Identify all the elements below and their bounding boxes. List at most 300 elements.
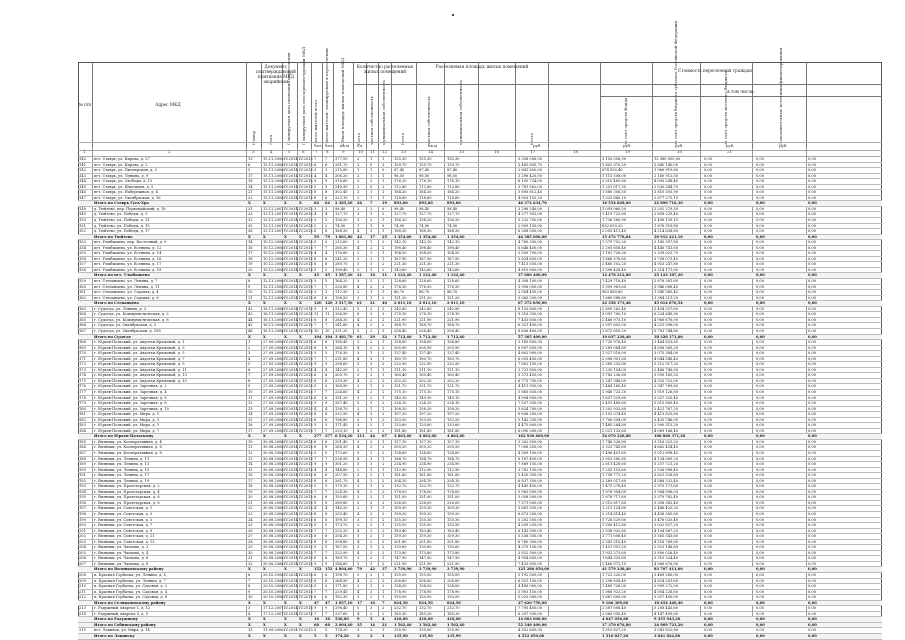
cell-loc: 0,00 bbox=[704, 378, 713, 383]
cell-p1: IV.2014 bbox=[284, 162, 298, 167]
cell-ext: 0,00 bbox=[808, 367, 817, 372]
cell-s: 418,00 bbox=[394, 617, 408, 622]
cell-loc: 0,00 bbox=[704, 484, 713, 489]
cell-s: 2 011,10 bbox=[447, 301, 465, 306]
cell-a: 4 bbox=[314, 506, 317, 511]
cell-area: 2 004,40 bbox=[335, 622, 353, 627]
cell-p1: IV.2014 bbox=[284, 500, 298, 505]
cell-loc: 0,00 bbox=[704, 611, 713, 616]
cell-loc: 0,00 bbox=[704, 251, 713, 256]
cell-loc: 0,00 bbox=[704, 340, 713, 345]
cell-reg: 4 525 752,00 bbox=[654, 378, 679, 383]
cell-p2: IV.2015 bbox=[299, 190, 313, 195]
cell-mu: 2 bbox=[382, 450, 385, 455]
cell-t: 42 bbox=[357, 234, 363, 239]
cell-area: 284,60 bbox=[335, 561, 348, 566]
cell-ext: 0,00 bbox=[756, 561, 765, 566]
cell-mu: 1 bbox=[382, 179, 385, 184]
cell-t: 4 bbox=[357, 345, 360, 350]
cell-pv: 2 bbox=[370, 628, 373, 633]
cell-b: 9 bbox=[325, 561, 328, 566]
cell-num: X bbox=[248, 600, 251, 605]
cell-a: 11 bbox=[314, 312, 319, 317]
cell-fund: 16 554 828,00 bbox=[602, 201, 631, 206]
cell-cost: 125 286 650,00 bbox=[518, 567, 550, 572]
cell-p1: IV.2014 bbox=[284, 450, 298, 455]
cell-cost: 4 539 250,00 bbox=[518, 523, 543, 528]
cell-p1: IV.2014 bbox=[284, 157, 298, 161]
cell-p1: IV.2014 bbox=[284, 573, 298, 578]
col-area-municipal-header: муниципальная собственность bbox=[458, 79, 463, 145]
cell-b: 7 bbox=[325, 245, 328, 250]
cell-loc: 0,00 bbox=[704, 600, 713, 605]
cell-ext: 0,00 bbox=[756, 362, 765, 367]
cell-p1: IV.2014 bbox=[284, 267, 298, 272]
cell-p2: IV.2015 bbox=[299, 595, 313, 600]
cell-pv: 5 bbox=[370, 617, 373, 622]
cell-s: 199,20 bbox=[447, 512, 460, 516]
cell-p1: IV.2014 bbox=[284, 545, 298, 550]
cell-addr: г. Вязники, ул. Чапаева, д. 6 bbox=[94, 556, 149, 561]
cell-date: 13.11.2007 bbox=[263, 212, 284, 217]
cell-fund: 2 097 852,00 bbox=[602, 323, 627, 328]
cell-area: 212,60 bbox=[335, 240, 348, 245]
cell-addr: г. Вязники, ул. Советская, д. 11 bbox=[94, 534, 155, 539]
cell-cost: 6 053 450,00 bbox=[518, 356, 543, 361]
col-no-header: № п/п bbox=[78, 102, 92, 107]
cell-ext: 0,00 bbox=[756, 495, 765, 500]
cell-fund: 1 235 104,00 bbox=[602, 367, 627, 372]
cell-n: 147 bbox=[79, 195, 86, 200]
cell-t: 4 bbox=[357, 229, 360, 234]
cell-ext: 0,00 bbox=[808, 456, 817, 461]
cell-pv: 2 bbox=[370, 634, 373, 639]
cell-area: 226,80 bbox=[335, 284, 348, 289]
cell-mu: 2 bbox=[382, 462, 385, 467]
cell-area: 536,00 bbox=[335, 617, 349, 622]
cell-reg: 5 783 744,80 bbox=[654, 328, 679, 333]
cell-a: 6 bbox=[314, 395, 317, 400]
cell-num: X bbox=[248, 617, 251, 622]
cell-s: 4 863,60 bbox=[419, 434, 437, 439]
cell-p2: X bbox=[299, 622, 302, 627]
col-document-header: Документ, подтверждающий признание МКД аварийным bbox=[256, 64, 296, 84]
cell-s: 1 712,40 bbox=[419, 334, 437, 339]
cell-date: X bbox=[263, 567, 266, 572]
cell-pv: 2 bbox=[370, 179, 373, 184]
cell-ext: 0,00 bbox=[756, 295, 765, 300]
cell-p1: X bbox=[284, 567, 287, 572]
cell-n: 214 bbox=[79, 611, 86, 616]
cell-loc: 0,00 bbox=[704, 489, 713, 494]
cell-date: 27.09.2006 bbox=[263, 423, 284, 428]
cell-num: 27 bbox=[248, 534, 253, 539]
cell-reg: 3 041 822,80 bbox=[654, 628, 679, 633]
cell-fund: 1 667 600,00 bbox=[602, 595, 627, 600]
cell-a: 7 bbox=[314, 550, 317, 555]
cell-b: 8 bbox=[325, 412, 328, 417]
cell-b: 7 bbox=[325, 528, 328, 533]
cell-fund: 2 205 658,40 bbox=[602, 245, 627, 250]
cell-addr: д. Тюйтево, ул. Победы, д. 17 bbox=[94, 229, 150, 234]
cell-p1: IV.2014 bbox=[284, 284, 298, 289]
cell-ext: 0,00 bbox=[756, 190, 765, 195]
cell-ext: 0,00 bbox=[808, 534, 817, 539]
cell-b: 3 bbox=[325, 290, 328, 295]
cell-cost: 3 500 750,00 bbox=[518, 251, 543, 256]
cell-s: 206,60 bbox=[447, 578, 460, 583]
cell-ext: 0,00 bbox=[756, 184, 765, 189]
cell-reg: 45 014 676,54 bbox=[654, 301, 683, 306]
cell-t: 3 bbox=[357, 256, 360, 261]
cell-date: 15.11.2006 bbox=[263, 168, 284, 173]
cell-loc: 0,00 bbox=[704, 578, 713, 583]
cell-num: 5 bbox=[248, 168, 251, 173]
cell-ext: 0,00 bbox=[756, 356, 765, 361]
cell-a: 64 bbox=[314, 201, 320, 206]
col-extra-header: Дополнительные источники финансирования bbox=[778, 47, 783, 145]
cell-s: 232,90 bbox=[447, 362, 460, 367]
cell-area: 298,60 bbox=[335, 362, 348, 367]
cell-loc: 0,00 bbox=[704, 218, 713, 223]
cell-addr: пгт. Улыбышево, ул. Есенина, д. 12 bbox=[94, 245, 162, 250]
cell-ext: 0,00 bbox=[756, 467, 765, 472]
cell-area: 265,30 bbox=[335, 245, 348, 250]
cell-area: 235,20 bbox=[335, 528, 348, 533]
cell-addr: г. Вязники, ул. Кооперативная, д. 6 bbox=[94, 445, 162, 450]
cell-s: 131,70 bbox=[447, 384, 460, 389]
cell-mu: 4 bbox=[382, 617, 385, 622]
cell-area: 142,50 bbox=[335, 367, 348, 372]
cell-cost: 5 232 700,00 bbox=[518, 218, 543, 223]
cell-p2: IV.2015 bbox=[299, 556, 313, 561]
cell-pv: 1 bbox=[370, 295, 373, 300]
cell-n: 151 bbox=[79, 223, 86, 228]
cell-b: 47 bbox=[325, 600, 331, 605]
cell-mu: 1 bbox=[382, 523, 385, 528]
cell-s: 1 562,40 bbox=[447, 622, 465, 627]
cell-date: 20.10.2006 bbox=[263, 578, 284, 583]
cell-s: 164,20 bbox=[419, 190, 432, 195]
cell-pv: 1 bbox=[370, 484, 373, 489]
unit-rub-3: руб. bbox=[675, 143, 684, 148]
cell-fund: 2 269 017,60 bbox=[602, 478, 627, 483]
cell-fund: 1 485 284,80 bbox=[602, 423, 627, 428]
cell-mu: 2 bbox=[382, 323, 385, 328]
cell-pv: 1 bbox=[370, 351, 373, 356]
cell-t: 2 bbox=[357, 367, 360, 372]
cell-cost: 14 003 000,00 bbox=[518, 617, 547, 622]
cell-pv: 14 bbox=[370, 622, 376, 627]
cell-loc: 0,00 bbox=[704, 206, 713, 211]
cell-mu: 2 bbox=[382, 428, 385, 433]
cell-s: 134,60 bbox=[394, 450, 407, 455]
cell-mu: 2 bbox=[382, 478, 385, 483]
cell-loc: 0,00 bbox=[704, 406, 713, 411]
cell-a: 8 bbox=[314, 378, 317, 383]
cell-num: 9 bbox=[248, 384, 251, 389]
cell-s: 153,50 bbox=[447, 417, 460, 422]
cell-s: 221,90 bbox=[419, 317, 432, 322]
cell-fund: 1 720 976,40 bbox=[602, 340, 627, 345]
cell-p2: IV.2015 bbox=[299, 423, 313, 428]
cell-p1: IV.2014 bbox=[284, 251, 298, 256]
cell-date: 16.11.2006 bbox=[263, 328, 284, 333]
cell-a: 9 bbox=[314, 561, 317, 566]
cell-t: 3 bbox=[357, 240, 360, 245]
cell-pv: 1 bbox=[370, 506, 373, 511]
col-residents-plan-header: Число жителей, планируемых к переселению bbox=[324, 47, 329, 145]
cell-a: 8 bbox=[314, 478, 317, 483]
cell-t: 61 bbox=[357, 334, 363, 339]
cell-b: 5 bbox=[325, 351, 328, 356]
cell-t: 3 bbox=[357, 595, 360, 600]
cell-pv: 2 bbox=[370, 345, 373, 350]
cell-s: 156,20 bbox=[447, 218, 460, 223]
cell-fund: 2 491 489,60 bbox=[602, 401, 627, 406]
cell-mu: 0 bbox=[382, 168, 385, 173]
cell-s: 131,70 bbox=[419, 384, 432, 389]
cell-p1: IV.2014 bbox=[284, 456, 298, 461]
cell-s: 86,70 bbox=[447, 290, 458, 295]
cell-ext: 0,00 bbox=[808, 356, 817, 361]
cell-a: 4 bbox=[314, 251, 317, 256]
cell-a: 9 bbox=[314, 606, 317, 611]
cell-reg: 3 476 020,40 bbox=[654, 517, 679, 522]
cell-b: 6 bbox=[325, 556, 328, 561]
cell-pv: 1 bbox=[370, 584, 373, 589]
cell-a: 6 bbox=[314, 295, 317, 300]
cell-a: 4 bbox=[314, 212, 317, 217]
cell-p1: IV.2014 bbox=[284, 489, 298, 494]
cell-area: 255,40 bbox=[335, 512, 348, 516]
cell-addr: г. Юрьев-Польский, ул. Авдотьи Крюковой, д. 9 bbox=[94, 362, 185, 367]
cell-date: 30.08.2006 bbox=[263, 495, 284, 500]
cell-s: 893,60 bbox=[447, 201, 461, 206]
cell-mu: 1 bbox=[382, 218, 385, 223]
cell-b: 5 bbox=[325, 240, 328, 245]
cell-n: 188 bbox=[79, 456, 86, 461]
cell-cost: 7 008 200,00 bbox=[518, 445, 543, 450]
cell-ext: 0,00 bbox=[756, 550, 765, 555]
cell-mu: 32 bbox=[382, 334, 388, 339]
cell-area: 6 534,20 bbox=[335, 434, 353, 439]
column-number-17: 17 bbox=[530, 149, 536, 154]
cell-num: 17 bbox=[248, 173, 253, 178]
cell-ext: 0,00 bbox=[756, 484, 765, 489]
cell-s: 1 122,40 bbox=[447, 273, 465, 278]
cell-cost: 5 262 850,00 bbox=[518, 439, 543, 444]
cell-loc: 0,00 bbox=[704, 190, 713, 195]
cell-b: 9 bbox=[325, 606, 328, 611]
cell-ext: 0,00 bbox=[756, 456, 765, 461]
cell-addr: г. Вязники, ул. Пролетарская, д. 4 bbox=[94, 489, 160, 494]
cell-a: 6 bbox=[314, 556, 317, 561]
cell-p1: IV.2014 bbox=[284, 356, 298, 361]
column-number-5: 5 bbox=[288, 149, 291, 154]
cell-b: 104 bbox=[325, 334, 333, 339]
cell-s: 111,10 bbox=[419, 367, 432, 372]
cell-fund: 1 723 220,00 bbox=[602, 573, 627, 578]
cell-p1: IV.2014 bbox=[284, 223, 298, 228]
cell-num: 17 bbox=[248, 251, 253, 256]
cell-s: 224,10 bbox=[394, 401, 407, 406]
cell-ext: 0,00 bbox=[756, 206, 765, 211]
cell-a: 7 bbox=[314, 589, 317, 594]
cell-num: 14 bbox=[248, 412, 253, 417]
cell-ext: 0,00 bbox=[756, 378, 765, 383]
cell-mu: 2 bbox=[382, 539, 385, 544]
cell-cost: 4 375 100,00 bbox=[518, 545, 543, 550]
cell-n: 178 bbox=[79, 395, 86, 400]
cell-s: 205,90 bbox=[394, 345, 407, 350]
cell-date: 30.08.2006 bbox=[263, 439, 284, 444]
cell-mu: 2 bbox=[382, 184, 385, 189]
cell-area: 231,80 bbox=[335, 356, 348, 361]
cell-cost: 6 143 900,00 bbox=[518, 528, 543, 533]
cell-n: 149 bbox=[79, 212, 86, 217]
cell-loc: 0,00 bbox=[704, 434, 713, 439]
cell-s: 209,20 bbox=[447, 445, 460, 450]
cell-date: 30.08.2006 bbox=[263, 528, 284, 533]
cell-s: 206,60 bbox=[394, 578, 407, 583]
cell-pv: 1 bbox=[370, 545, 373, 550]
cell-p2: IV.2015 bbox=[299, 345, 313, 350]
cell-t: 5 bbox=[357, 306, 360, 311]
cell-p1: IV.2014 bbox=[284, 218, 298, 223]
cell-loc: 0,00 bbox=[704, 584, 713, 589]
cell-cost: 5 373 400,00 bbox=[518, 373, 543, 378]
cell-reg: 3 337 320,40 bbox=[654, 395, 679, 400]
cell-pv: 2 bbox=[370, 611, 373, 616]
cell-n: 172 bbox=[79, 362, 86, 367]
cell-ext: 0,00 bbox=[756, 406, 765, 411]
cell-s: 176,10 bbox=[447, 179, 460, 184]
cell-n: 142 bbox=[79, 168, 86, 173]
cell-mu: 2 bbox=[382, 267, 385, 272]
cell-t: 5 bbox=[357, 606, 360, 611]
cell-addr: г. Юрьев-Польский, ул. Авдотьи Крюковой, д. 13 bbox=[94, 373, 187, 378]
page-marker bbox=[452, 14, 454, 16]
cell-reg: 4 624 261,60 bbox=[654, 578, 679, 583]
cell-p1: IV.2014 bbox=[284, 229, 298, 234]
cell-fund: 17 370 676,80 bbox=[602, 622, 631, 627]
cell-t: 2 bbox=[357, 506, 360, 511]
cell-loc: 0,00 bbox=[704, 539, 713, 544]
cell-s: 134,60 bbox=[419, 450, 432, 455]
cell-addr: г. Вязники, ул. Ленина, д. 15 bbox=[94, 467, 150, 472]
cell-b: 6 bbox=[325, 162, 328, 167]
cell-s: 128,60 bbox=[419, 279, 432, 284]
cell-s: 173,80 bbox=[447, 550, 460, 555]
col-rooms-private-header: частная собственность bbox=[369, 96, 374, 145]
cell-t: 3 bbox=[357, 295, 360, 300]
cell-s: 224,10 bbox=[419, 401, 432, 406]
cell-reg: 3 469 280,00 bbox=[654, 573, 679, 578]
cell-area: 302,40 bbox=[335, 190, 348, 195]
cell-area: 2 385,20 bbox=[335, 201, 353, 206]
cell-area: 173,70 bbox=[335, 523, 348, 528]
cell-ext: 0,00 bbox=[756, 267, 765, 272]
cell-t: 2 bbox=[357, 206, 360, 211]
cell-mu: 3 bbox=[382, 162, 385, 167]
cell-a: 9 bbox=[314, 401, 317, 406]
cell-pv: 1 bbox=[370, 450, 373, 455]
cell-reg: 108 860 371,20 bbox=[654, 434, 686, 439]
cell-reg: 3 890 026,40 bbox=[654, 550, 679, 555]
cell-area: 1 057,10 bbox=[335, 600, 353, 605]
cell-fund: 2 093 411,40 bbox=[602, 229, 627, 234]
cell-ext: 0,00 bbox=[756, 573, 765, 578]
cell-ext: 0,00 bbox=[808, 173, 817, 178]
cell-area: 222,90 bbox=[335, 550, 348, 555]
cell-loc: 0,00 bbox=[704, 561, 713, 566]
cell-mu: 2 bbox=[382, 240, 385, 245]
cell-mu: 1 bbox=[382, 439, 385, 444]
cell-s: 1 562,40 bbox=[394, 622, 412, 627]
cell-p2: IV.2015 bbox=[299, 240, 313, 245]
cell-a: 8 bbox=[314, 445, 317, 450]
cell-addr: г. Вязники, ул. Чапаева, д. 4 bbox=[94, 550, 149, 555]
cell-s: 112,80 bbox=[394, 184, 407, 189]
cell-date: X bbox=[263, 617, 266, 622]
cell-pv: 2 bbox=[370, 279, 373, 284]
cell-a: 7 bbox=[314, 323, 317, 328]
cell-pv: 2 bbox=[370, 373, 373, 378]
cell-reg: 1 966 919,60 bbox=[654, 168, 679, 173]
cell-date: X bbox=[263, 273, 266, 278]
cell-cost: 6 606 200,00 bbox=[518, 412, 543, 417]
cell-fund: 41 579 238,40 bbox=[602, 567, 631, 572]
cell-cost: 57 365 400,00 bbox=[518, 334, 547, 339]
column-number-11: 11 bbox=[370, 149, 376, 154]
cell-pv: 3 bbox=[370, 500, 373, 505]
cell-addr: пгт. Улыбышево, ул. Есенина, д. 14 bbox=[94, 251, 162, 256]
cell-mu: 1 bbox=[382, 279, 385, 284]
cell-reg: 5 212 917,20 bbox=[654, 362, 679, 367]
cell-date: 27.09.2006 bbox=[263, 356, 284, 361]
cell-s: 132,70 bbox=[394, 484, 407, 489]
cell-s: 176,10 bbox=[394, 179, 407, 184]
cell-ext: 0,00 bbox=[756, 523, 765, 528]
cell-p2: IV.2015 bbox=[299, 206, 313, 211]
cell-ext: 0,00 bbox=[756, 634, 765, 639]
cell-a: 47 bbox=[314, 600, 320, 605]
cell-a: 5 bbox=[314, 634, 317, 639]
cell-s: 1 562,40 bbox=[419, 622, 437, 627]
col-fund-header: за счет средств Фонда bbox=[623, 97, 628, 145]
cell-s: 221,90 bbox=[394, 561, 407, 566]
cell-ext: 0,00 bbox=[808, 517, 817, 522]
cell-cost: 4 411 950,00 bbox=[518, 384, 543, 389]
cell-num: 3 bbox=[248, 351, 251, 356]
cell-cost: 8 656 400,00 bbox=[518, 328, 543, 333]
cell-n: 203 bbox=[79, 539, 86, 544]
cell-area: 318,60 bbox=[335, 179, 348, 184]
cell-s: 188,30 bbox=[394, 229, 407, 234]
cell-n: 190 bbox=[79, 467, 86, 472]
cell-loc: 0,00 bbox=[704, 262, 713, 267]
cell-area: 172,60 bbox=[335, 450, 348, 455]
cell-mu: 2 bbox=[382, 417, 385, 422]
cell-area: 176,80 bbox=[335, 251, 348, 256]
cell-num: 22 bbox=[248, 195, 253, 200]
cell-fund: 1 680 988,80 bbox=[602, 295, 627, 300]
cell-addr: г. Юрьев-Польский, ул. Мира, д. 3 bbox=[94, 417, 160, 422]
cell-pv: 2 bbox=[370, 595, 373, 600]
cell-num: 16 bbox=[248, 473, 253, 478]
cell-b: 6 bbox=[325, 473, 328, 478]
